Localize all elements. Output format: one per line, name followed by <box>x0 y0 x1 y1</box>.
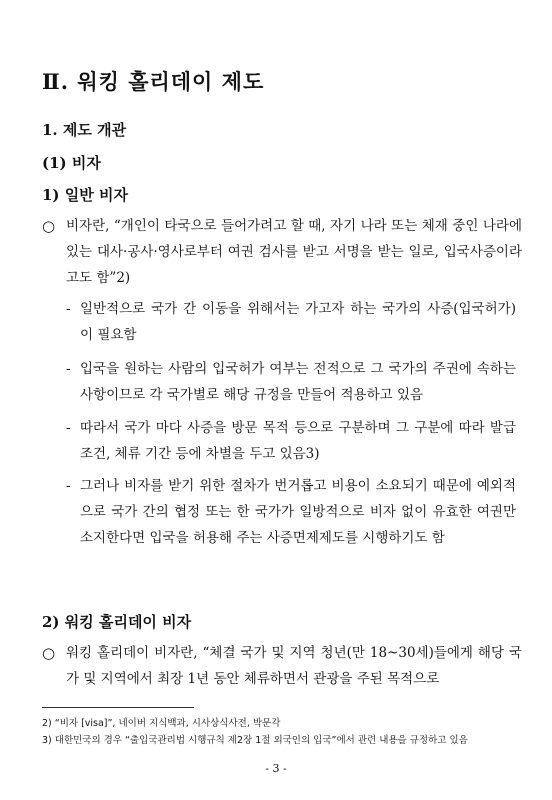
dash-icon: - <box>66 478 71 494</box>
circle-bullet-icon: ○ <box>42 217 56 235</box>
subsection-heading-working-holiday: 2) 워킹 홀리데이 비자 <box>42 613 192 631</box>
dash-item-text: 그러나 비자를 받기 위한 절차가 번거롭고 비용이 소요되기 때문에 예외적으로 국가 간의 협정 또는 한 국가가 일방적으로 비자 없이 유효한 여권만 소지한다면 입국을 허용해 주는 사증면제제도를 시행하기도 함 <box>80 478 516 546</box>
visa-definition-text: 비자란, “개인이 타국으로 들어가려고 할 때, 자기 나라 또는 체재 중인 나라에 있는 대사·공사·영사로부터 여권 검사를 받고 서명을 받는 일로, 입국사증이라고도 함”2) <box>66 218 522 286</box>
dash-icon: - <box>66 361 71 377</box>
section-heading: 1. 제도 개관 <box>42 121 127 139</box>
footnote-divider <box>42 707 194 708</box>
page-number: - 3 - <box>265 762 287 775</box>
dash-item-text: 입국을 원하는 사람의 입국허가 여부는 전적으로 그 국가의 주권에 속하는 사항이므로 각 국가별로 해당 규정을 만들어 적용하고 있음 <box>80 361 516 403</box>
working-holiday-definition-text: 워킹 홀리데이 비자란, “체결 국가 및 지역 청년(만 18~30세)들에게 해당 국가 및 지역에서 최장 1년 동안 체류하면서 관광을 주된 목적으로 <box>66 645 522 687</box>
dash-item-text: 따라서 국가 마다 사증을 방문 목적 등으로 구분하며 그 구분에 따라 발급 조건, 체류 기간 등에 차별을 두고 있음3) <box>80 420 516 462</box>
subsection-heading-general-visa: 1) 일반 비자 <box>42 186 128 204</box>
footnote-3: 3) 대한민국의 경우 “출입국관리법 시행규칙 제2장 1절 외국인의 입국”에서 관련 내용을 규정하고 있음 <box>42 735 468 746</box>
dash-item-text: 일반적으로 국가 간 이동을 위해서는 가고자 하는 국가의 사증(입국허가)이 필요함 <box>80 301 516 343</box>
dash-icon: - <box>66 420 71 436</box>
footnote-2: 2) “비자 [visa]”, 네이버 지식백과, 시사상식사전, 박문각 <box>42 718 281 729</box>
chapter-title: Ⅱ. 워킹 홀리데이 제도 <box>42 69 265 94</box>
dash-icon: - <box>66 301 71 317</box>
subsection-heading-visa: (1) 비자 <box>42 154 101 172</box>
circle-bullet-icon: ○ <box>42 644 56 662</box>
